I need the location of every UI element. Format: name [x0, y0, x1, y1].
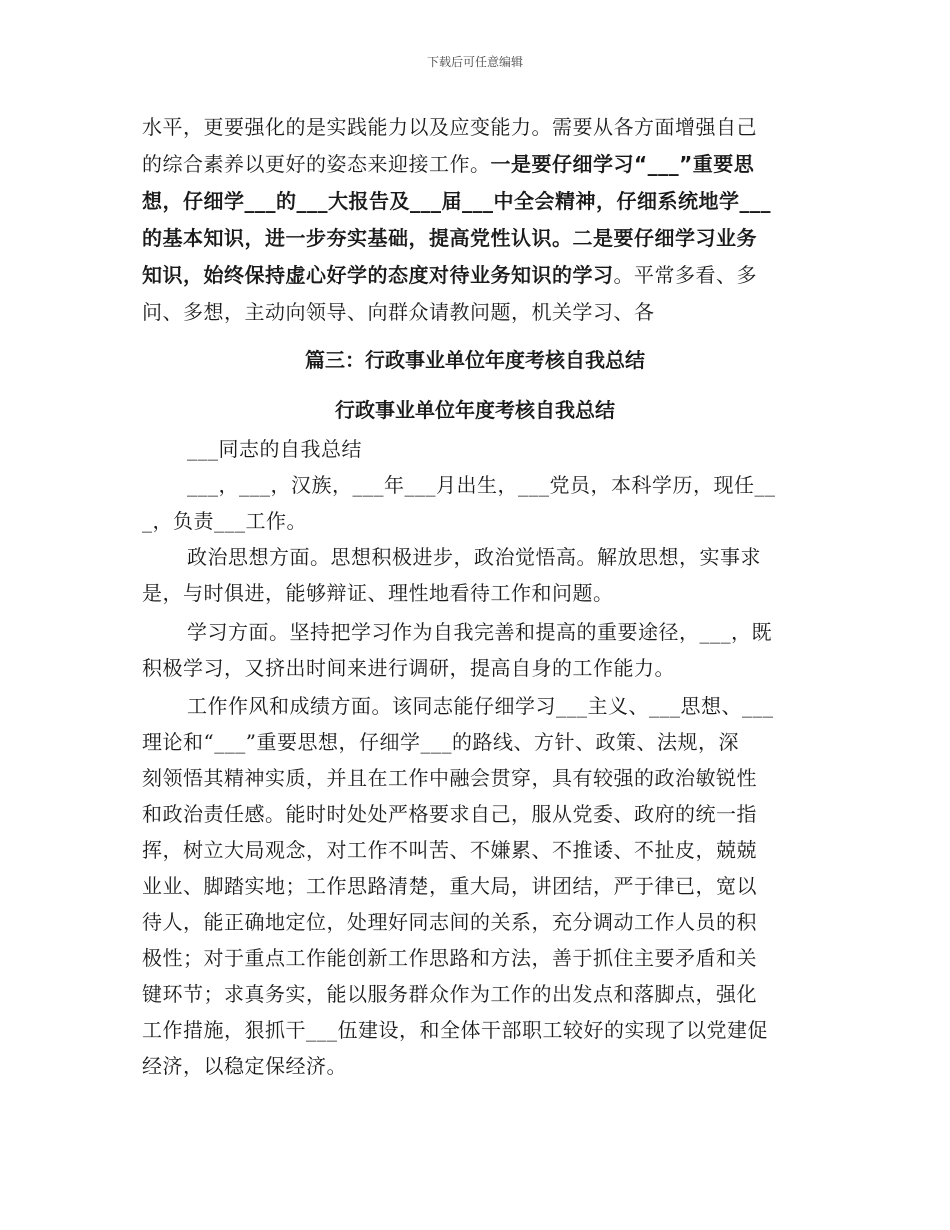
text-line: 政治思想方面。思想积极进步，政治觉悟高。解放思想，实事求 [187, 545, 761, 569]
text-line [142, 150, 754, 178]
text-line: 经济，以稳定保经济。 [142, 1054, 347, 1078]
text-line [142, 261, 757, 289]
text-line: 和政治责任感。能时时处处严格要求自己，服从党委、政府的统一指 [142, 802, 757, 826]
text-line: 挥，树立大局观念，对工作不叫苦、不嫌累、不推诿、不扯皮，兢兢 [142, 838, 757, 862]
text-span: 。平常多看、多 [613, 263, 757, 287]
bold-text-line: 的基本知识，进一步夯实基础，提高党性认识。二是要仔细学习业务 [142, 226, 757, 250]
text-line: 极性；对于重点工作能创新工作思路和方法，善于抓住主要矛盾和关 [142, 946, 757, 970]
bold-text-span: 一是要仔细学习“___”重要思 [490, 152, 755, 176]
text-line: 积极学习，又挤出时间来进行调研，提高自身的工作能力。 [142, 656, 675, 680]
text-line: 键环节；求真务实，能以服务群众作为工作的出发点和落脚点，强化 [142, 982, 757, 1006]
text-line: ___，___，汉族，___年___月出生，___党员，本科学历，现任__ [187, 473, 776, 497]
text-line: 工作措施，狠抓干___伍建设，和全体干部职工较好的实现了以党建促 [142, 1018, 768, 1042]
text-span: 的综合素养以更好的姿态来迎接工作。 [142, 152, 491, 176]
document-title: 行政事业单位年度考核自我总结 [335, 398, 615, 422]
bold-text-span: 知识，始终保持虚心好学的态度对待业务知识的学习 [142, 263, 614, 287]
text-line: 是，与时俱进，能够辩证、理性地看待工作和问题。 [142, 581, 614, 605]
text-line: 待人，能正确地定位，处理好同志间的关系，充分调动工作人员的积 [142, 910, 757, 934]
text-line: 业业、脚踏实地；工作思路清楚，重大局，讲团结，严于律已，宽以 [142, 874, 757, 898]
text-line: 工作作风和成绩方面。该同志能仔细学习___主义、___思想、___ [187, 694, 774, 718]
bold-text-line: 想，仔细学___的___大报告及___届___中全会精神，仔细系统地学___ [142, 189, 771, 213]
text-line: 问、多想，主动向领导、向群众请教问题，机关学习、各 [142, 300, 655, 324]
text-line: ___同志的自我总结 [187, 437, 362, 461]
text-line: 刻领悟其精神实质，并且在工作中融会贯穿，具有较强的政治敏锐性 [142, 766, 757, 790]
page-header: 下载后可任意编辑 [426, 55, 523, 69]
text-line: 学习方面。坚持把学习作为自我完善和提高的重要途径，___，既 [187, 620, 772, 644]
text-line: 水平，更要强化的是实践能力以及应变能力。需要从各方面增强自己 [142, 115, 757, 139]
text-line: 理论和“___”重要思想，仔细学___的路线、方针、政策、法规，深 [142, 730, 739, 754]
section-title: 篇三：行政事业单位年度考核自我总结 [305, 348, 645, 372]
text-line: _，负责___工作。 [142, 509, 307, 533]
